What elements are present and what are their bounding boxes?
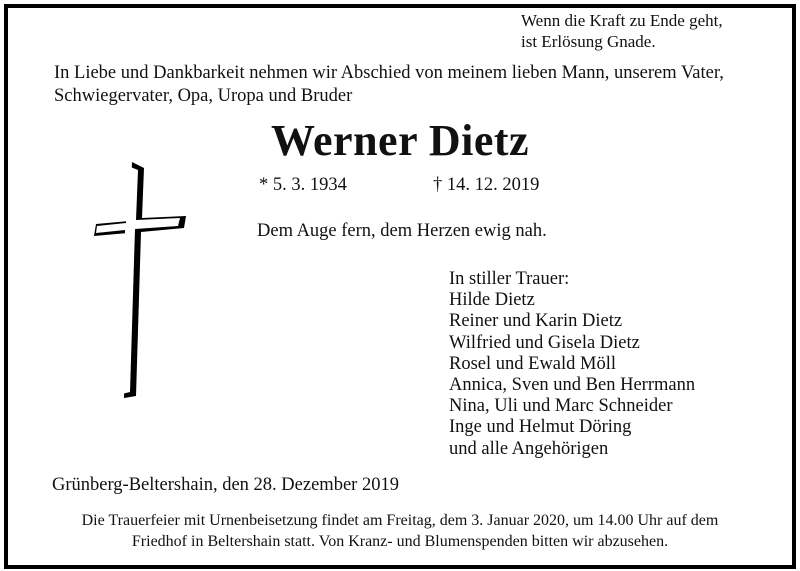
mourner-entry: Rosel und Ewald Möll	[449, 353, 617, 374]
mourners-heading: In stiller Trauer:	[449, 269, 570, 289]
mourner-entry: Inge und Helmut Döring	[449, 417, 632, 438]
mourner-entry: und alle Angehörigen	[449, 438, 609, 459]
mourners-list	[449, 269, 695, 460]
mourner-entry: Hilde Dietz	[449, 290, 535, 311]
memorial-quote: Dem Auge fern, dem Herzen ewig nah.	[257, 221, 547, 241]
death-date: † 14. 12. 2019	[433, 175, 540, 195]
place-and-date: Grünberg-Beltershain, den 28. Dezember 2019	[52, 475, 399, 495]
intro-line: Schwiegervater, Opa, Uropa und Bruder	[54, 86, 353, 106]
funeral-notice	[0, 510, 800, 552]
birth-date: * 5. 3. 1934	[259, 175, 347, 195]
intro-text	[54, 62, 754, 108]
motto	[521, 10, 723, 52]
cross-icon	[88, 160, 192, 400]
intro-line: In Liebe und Dankbarkeit nehmen wir Abschied von meinem lieben Mann, unserem Vater,	[54, 63, 724, 83]
mourner-entry: Reiner und Karin Dietz	[449, 311, 623, 332]
mourner-entry: Annica, Sven und Ben Herrmann	[449, 375, 696, 396]
motto-line: ist Erlösung Gnade.	[521, 32, 656, 51]
mourner-entry: Wilfried und Gisela Dietz	[449, 332, 640, 353]
motto-line: Wenn die Kraft zu Ende geht,	[521, 11, 723, 30]
funeral-notice-line: Friedhof in Beltershain statt. Von Kranz- und Blumenspenden bitten wir abzusehen.	[131, 533, 669, 550]
mourner-entry: Nina, Uli und Marc Schneider	[449, 396, 673, 417]
deceased-name: Werner Dietz	[270, 116, 530, 165]
funeral-notice-line: Die Trauerfeier mit Urnenbeisetzung findet am Freitag, dem 3. Januar 2020, um 14.00 Uhr auf dem	[81, 512, 719, 529]
